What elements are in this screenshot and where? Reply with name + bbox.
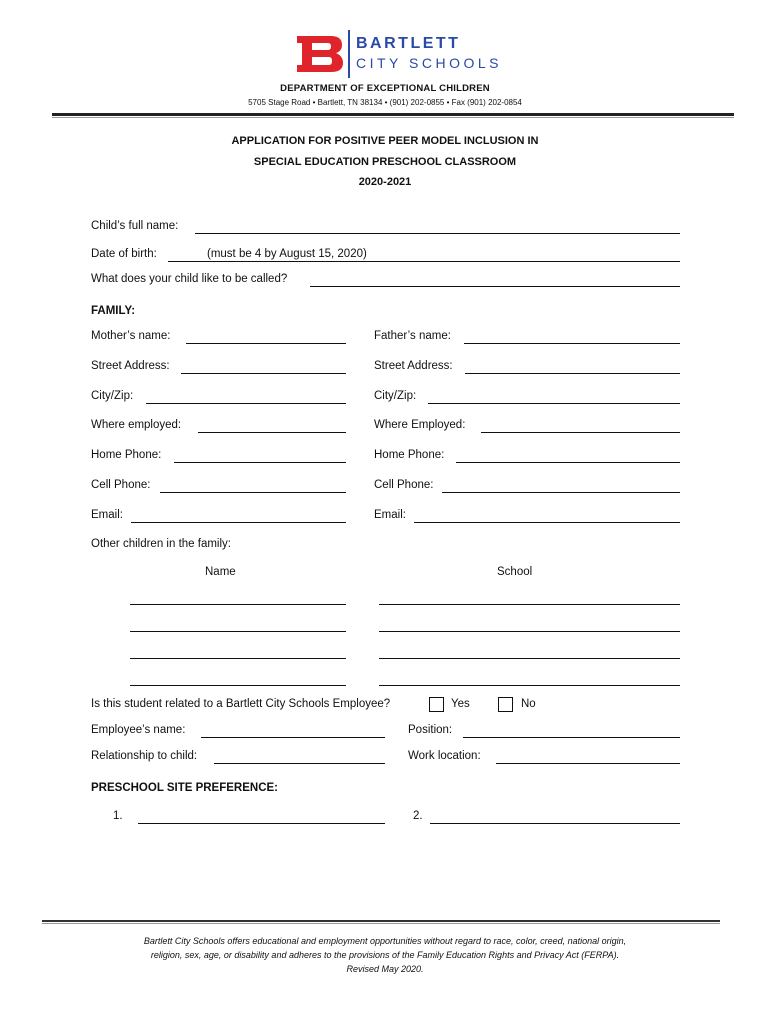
father-name-label: Father’s name:: [374, 330, 451, 342]
dob-note: (must be 4 by August 15, 2020): [207, 248, 367, 260]
child-school-field[interactable]: [379, 685, 680, 686]
called-field[interactable]: [310, 286, 680, 287]
dob-field[interactable]: [168, 261, 680, 262]
family-heading: FAMILY:: [91, 305, 136, 317]
position-label: Position:: [408, 724, 453, 736]
site-preference-heading: PRESCHOOL SITE PREFERENCE:: [91, 782, 279, 794]
home-phone-right-field[interactable]: [456, 462, 680, 463]
yes-label: Yes: [451, 698, 470, 710]
header-rule: [52, 113, 734, 116]
form-title-line1: APPLICATION FOR POSITIVE PEER MODEL INCLUSION IN: [231, 135, 539, 147]
child-school-field[interactable]: [379, 631, 680, 632]
city-left-label: City/Zip:: [91, 390, 134, 402]
city-left-field[interactable]: [146, 403, 346, 404]
department-name: DEPARTMENT OF EXCEPTIONAL CHILDREN: [280, 83, 490, 94]
child-school-field[interactable]: [379, 658, 680, 659]
footer-line-1: Bartlett City Schools offers educational and employment opportunities without regard to race, color, creed, national origin,: [143, 936, 627, 946]
email-right-field[interactable]: [414, 522, 680, 523]
email-left-field[interactable]: [131, 522, 346, 523]
employee-name-field[interactable]: [201, 737, 385, 738]
mother-name-label: Mother’s name:: [91, 330, 171, 342]
logo-subtitle: CITY SCHOOLS: [356, 55, 502, 71]
employee-name-label: Employee’s name:: [91, 724, 186, 736]
child-full-name-field[interactable]: [195, 233, 680, 234]
street-right-label: Street Address:: [374, 360, 453, 372]
preference-1-field[interactable]: [138, 823, 385, 824]
street-right-field[interactable]: [465, 373, 680, 374]
child-full-name-label: Child’s full name:: [91, 220, 179, 232]
employed-left-field[interactable]: [198, 432, 346, 433]
cell-phone-left-field[interactable]: [160, 492, 346, 493]
employed-right-label: Where Employed:: [374, 419, 466, 431]
no-checkbox[interactable]: [498, 697, 513, 712]
footer-line-2: religion, sex, age, or disability and adheres to the provisions of the Family Education Rights and Privacy Act (FERPA).: [150, 950, 620, 960]
form-title-year: 2020-2021: [358, 176, 412, 188]
street-left-field[interactable]: [181, 373, 346, 374]
city-right-label: City/Zip:: [374, 390, 417, 402]
child-name-field[interactable]: [130, 685, 346, 686]
employee-question: Is this student related to a Bartlett City Schools Employee?: [91, 698, 391, 710]
footer-revised: Revised May 2020.: [346, 964, 424, 974]
home-phone-left-field[interactable]: [174, 462, 346, 463]
preference-2-field[interactable]: [430, 823, 680, 824]
children-school-header: School: [497, 566, 533, 578]
bartlett-b-logo-icon: [297, 36, 343, 77]
form-title-line2: SPECIAL EDUCATION PRESCHOOL CLASSROOM: [253, 156, 517, 168]
cell-phone-left-label: Cell Phone:: [91, 479, 151, 491]
cell-phone-right-label: Cell Phone:: [374, 479, 434, 491]
home-phone-right-label: Home Phone:: [374, 449, 445, 461]
yes-checkbox[interactable]: [429, 697, 444, 712]
preference-number-1: 1.: [113, 810, 123, 822]
mother-name-field[interactable]: [186, 343, 346, 344]
relationship-field[interactable]: [214, 763, 385, 764]
street-left-label: Street Address:: [91, 360, 170, 372]
city-right-field[interactable]: [428, 403, 680, 404]
department-address: 5705 Stage Road • Bartlett, TN 38134 • (901) 202-0855 • Fax (901) 202-0854: [248, 98, 522, 107]
child-name-field[interactable]: [130, 604, 346, 605]
logo-divider: [348, 30, 350, 78]
employed-right-field[interactable]: [481, 432, 680, 433]
email-right-label: Email:: [374, 509, 406, 521]
other-children-label: Other children in the family:: [91, 538, 231, 550]
child-name-field[interactable]: [130, 658, 346, 659]
father-name-field[interactable]: [464, 343, 680, 344]
no-label: No: [521, 698, 536, 710]
footer-notice: [60, 934, 710, 976]
footer-rule: [42, 920, 720, 922]
work-location-label: Work location:: [408, 750, 481, 762]
children-name-header: Name: [205, 566, 236, 578]
work-location-field[interactable]: [496, 763, 680, 764]
email-left-label: Email:: [91, 509, 123, 521]
header-rule-thin: [52, 117, 734, 118]
dob-label: Date of birth:: [91, 248, 157, 260]
preference-number-2: 2.: [413, 810, 423, 822]
child-name-field[interactable]: [130, 631, 346, 632]
home-phone-left-label: Home Phone:: [91, 449, 162, 461]
footer-rule-thin: [42, 923, 720, 924]
employed-left-label: Where employed:: [91, 419, 182, 431]
position-field[interactable]: [463, 737, 680, 738]
cell-phone-right-field[interactable]: [442, 492, 680, 493]
child-school-field[interactable]: [379, 604, 680, 605]
logo-name: BARTLETT: [356, 35, 461, 52]
called-label: What does your child like to be called?: [91, 273, 288, 285]
relationship-label: Relationship to child:: [91, 750, 198, 762]
